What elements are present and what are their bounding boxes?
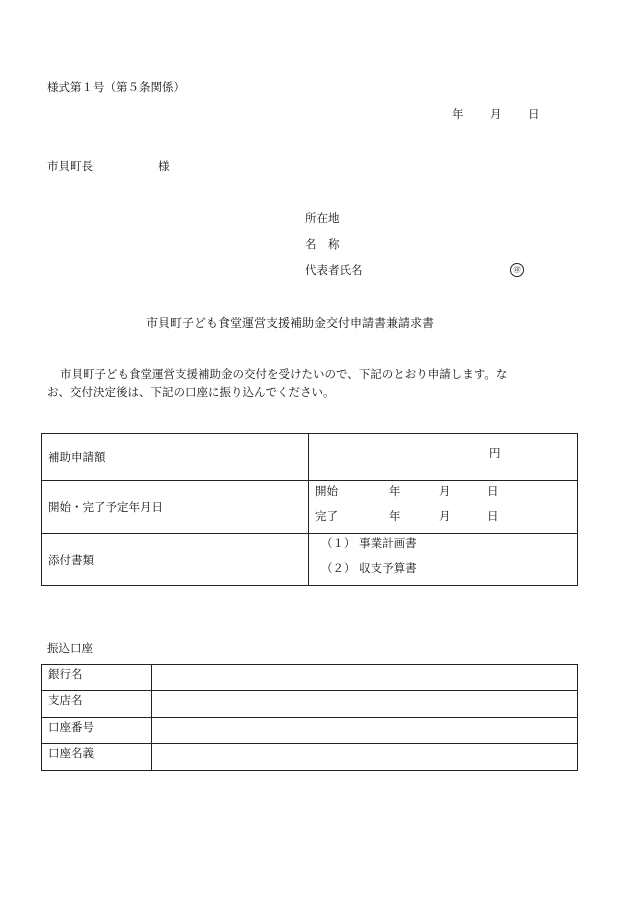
branch-name-label: 支店名 <box>42 691 152 718</box>
bank-name-label: 銀行名 <box>42 665 152 691</box>
end-label: 完了 <box>315 509 338 523</box>
account-number-field[interactable] <box>152 718 578 744</box>
address-label: 所在地 <box>305 211 340 225</box>
account-holder-label: 口座名義 <box>42 744 152 771</box>
account-holder-field[interactable] <box>152 744 578 771</box>
end-month-label: 月 <box>439 509 451 523</box>
body-text-line2: お、交付決定後は、下記の口座に振り込んでください。 <box>47 385 335 399</box>
branch-name-field[interactable] <box>152 691 578 718</box>
date-month-label: 月 <box>490 107 502 121</box>
bank-section-label: 振込口座 <box>47 641 93 655</box>
end-day-label: 日 <box>487 509 499 523</box>
date-year-label: 年 <box>452 107 464 121</box>
form-number: 様式第１号（第５条関係） <box>47 80 185 94</box>
attachments-cell <box>309 534 578 586</box>
dates-label: 開始・完了予定年月日 <box>42 481 309 534</box>
attachment-item-1: （１） 事業計画書 <box>321 536 417 550</box>
bank-row-branch <box>42 691 578 718</box>
start-year-label: 年 <box>389 484 401 498</box>
attachment-item-2: （２） 収支予算書 <box>321 561 417 575</box>
amount-unit: 円 <box>489 446 501 460</box>
amount-label: 補助申請額 <box>42 434 309 481</box>
date-day-label: 日 <box>528 107 540 121</box>
body-text-line1: 市貝町子ども食堂運営支援補助金の交付を受けたいので、下記のとおり申請します。な <box>60 367 508 381</box>
name-label: 名 称 <box>305 237 340 251</box>
amount-row <box>42 434 578 481</box>
addressee-name: 市貝町長 <box>47 159 93 173</box>
account-number-label: 口座番号 <box>42 718 152 744</box>
addressee-honorific: 様 <box>158 159 170 173</box>
application-table <box>41 433 578 586</box>
bank-row-account-holder <box>42 744 578 771</box>
end-year-label: 年 <box>389 509 401 523</box>
bank-row-account-number <box>42 718 578 744</box>
dates-row <box>42 481 578 534</box>
bank-name-field[interactable] <box>152 665 578 691</box>
attachments-label: 添付書類 <box>42 534 309 586</box>
document-title: 市貝町子ども食堂運営支援補助金交付申請書兼請求書 <box>146 316 435 330</box>
amount-cell[interactable] <box>309 434 578 481</box>
start-day-label: 日 <box>487 484 499 498</box>
attachments-row <box>42 534 578 586</box>
bank-row-bank-name <box>42 665 578 691</box>
start-label: 開始 <box>315 484 338 498</box>
bank-table <box>41 664 578 771</box>
seal-mark: ㊞ <box>510 263 524 277</box>
dates-cell[interactable] <box>309 481 578 534</box>
start-month-label: 月 <box>439 484 451 498</box>
representative-label: 代表者氏名 <box>305 263 363 277</box>
